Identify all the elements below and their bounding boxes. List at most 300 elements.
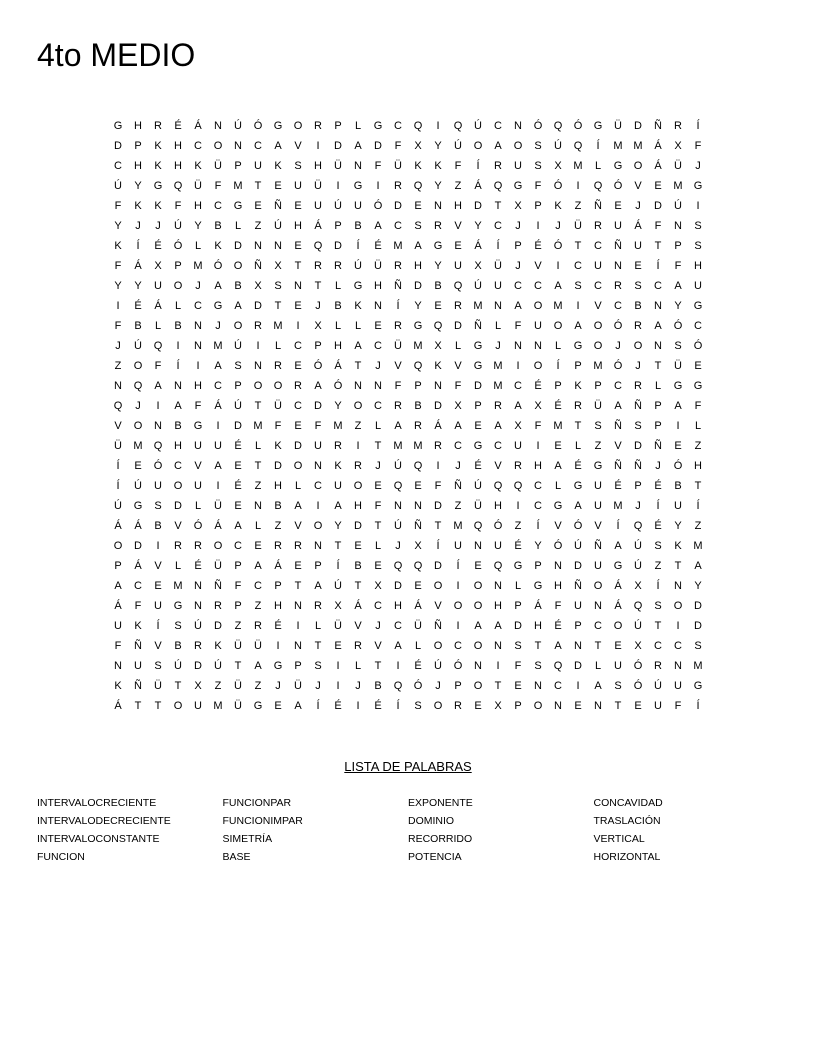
grid-letter: J [655,460,661,472]
grid-letter: M [213,700,223,712]
grid-letter: O [353,400,363,412]
grid-letter: Ú [474,480,482,492]
grid-letter: Q [413,460,423,472]
grid-letter: Ó [253,120,263,132]
grid-letter: C [314,480,322,492]
grid-letter: H [334,340,342,352]
grid-letter: Q [493,480,503,492]
grid-letter: N [674,220,682,232]
grid-letter: H [314,160,322,172]
grid-letter: Q [553,120,563,132]
grid-letter: R [434,220,442,232]
grid-letter: G [133,500,143,512]
grid-letter: S [654,600,662,612]
grid-row [108,556,708,576]
grid-letter: E [134,460,142,472]
grid-letter: P [574,620,582,632]
grid-letter: C [574,260,582,272]
grid-letter: Í [356,240,360,252]
grid-letter: O [593,340,603,352]
grid-letter: J [635,500,641,512]
grid-letter: T [494,200,502,212]
grid-letter: J [315,680,321,692]
grid-letter: Z [514,520,522,532]
grid-letter: A [674,400,682,412]
grid-letter: F [114,640,122,652]
grid-letter: N [114,660,122,672]
grid-letter: Y [474,220,482,232]
grid-letter: K [154,160,162,172]
grid-letter: R [154,120,162,132]
grid-letter: J [375,620,381,632]
grid-letter: O [473,680,483,692]
grid-letter: Y [534,540,542,552]
grid-letter: M [613,500,623,512]
word-list-item: FUNCIONPAR [222,797,292,809]
grid-letter: J [635,360,641,372]
grid-letter: N [294,600,302,612]
grid-letter: M [613,140,623,152]
grid-letter: G [533,580,543,592]
grid-letter: Í [616,520,620,532]
grid-letter: Á [214,520,222,532]
grid-letter: N [314,540,322,552]
grid-letter: V [194,460,202,472]
grid-letter: F [314,420,322,432]
grid-letter: Ó [193,520,203,532]
grid-letter: K [274,440,282,452]
grid-letter: T [254,400,262,412]
grid-letter: X [554,160,562,172]
grid-letter: Ñ [474,320,482,332]
grid-letter: I [356,440,360,452]
grid-letter: A [354,340,362,352]
grid-letter: E [234,460,242,472]
grid-letter: T [694,480,702,492]
grid-letter: N [354,380,362,392]
grid-letter: O [433,580,443,592]
grid-letter: V [634,180,642,192]
grid-letter: T [154,700,162,712]
grid-letter: R [254,320,262,332]
grid-letter: Ü [294,680,302,692]
grid-letter: L [594,160,602,172]
grid-letter: H [554,580,562,592]
grid-letter: C [374,340,382,352]
grid-letter: I [336,180,340,192]
grid-letter: F [214,180,222,192]
grid-letter: L [514,580,522,592]
grid-letter: Ñ [274,200,282,212]
grid-letter: F [654,220,662,232]
grid-letter: Z [454,500,462,512]
grid-letter: N [654,300,662,312]
grid-letter: M [413,440,423,452]
grid-letter: M [213,340,223,352]
grid-letter: J [615,340,621,352]
grid-letter: T [674,560,682,572]
grid-row [108,496,708,516]
grid-letter: R [294,540,302,552]
grid-letter: T [294,580,302,592]
grid-letter: C [494,120,502,132]
grid-letter: B [174,320,182,332]
grid-letter: B [214,220,222,232]
grid-letter: Ú [634,540,642,552]
grid-letter: I [536,440,540,452]
grid-letter: G [573,480,583,492]
grid-letter: C [534,500,542,512]
grid-letter: M [553,420,563,432]
grid-letter: U [534,320,542,332]
grid-letter: H [534,620,542,632]
grid-letter: A [454,420,462,432]
grid-letter: Ñ [414,520,422,532]
grid-letter: T [434,520,442,532]
grid-letter: J [375,460,381,472]
grid-letter: J [155,220,161,232]
grid-letter: B [134,320,142,332]
grid-letter: V [554,520,562,532]
grid-letter: F [114,320,122,332]
grid-letter: J [635,200,641,212]
grid-letter: C [494,440,502,452]
grid-letter: U [614,220,622,232]
grid-letter: V [614,440,622,452]
grid-letter: Q [633,520,643,532]
grid-letter: Á [474,180,482,192]
grid-letter: P [634,480,642,492]
grid-letter: I [576,680,580,692]
grid-letter: D [434,400,442,412]
grid-letter: O [173,480,183,492]
grid-letter: Ü [494,260,502,272]
grid-letter: Ó [633,660,643,672]
grid-letter: D [454,320,462,332]
grid-letter: Ó [613,360,623,372]
grid-letter: I [176,340,180,352]
grid-letter: Ü [314,180,322,192]
grid-letter: D [274,460,282,472]
word-list-item: VERTICAL [593,833,645,845]
grid-letter: Ú [234,120,242,132]
grid-letter: Á [614,600,622,612]
grid-letter: D [214,620,222,632]
grid-letter: C [514,380,522,392]
grid-letter: Ü [394,340,402,352]
grid-letter: D [314,400,322,412]
grid-row [108,376,708,396]
grid-letter: R [394,400,402,412]
word-list-item: DOMINIO [408,815,455,827]
grid-letter: O [453,600,463,612]
grid-letter: B [174,640,182,652]
grid-letter: M [173,580,183,592]
grid-letter: O [533,300,543,312]
grid-letter: N [394,500,402,512]
grid-letter: F [394,140,402,152]
grid-letter: Ñ [594,540,602,552]
grid-letter: N [374,300,382,312]
grid-letter: Q [413,560,423,572]
grid-letter: Á [614,580,622,592]
grid-letter: N [174,380,182,392]
grid-letter: Ñ [434,620,442,632]
grid-letter: Ú [394,460,402,472]
grid-letter: U [594,480,602,492]
grid-letter: A [214,280,222,292]
grid-letter: P [474,400,482,412]
grid-letter: L [334,280,342,292]
grid-letter: U [594,260,602,272]
grid-letter: Z [254,480,262,492]
grid-letter: I [216,420,220,432]
grid-letter: N [494,580,502,592]
grid-letter: A [414,240,422,252]
grid-letter: V [454,360,462,372]
grid-letter: Y [114,220,122,232]
grid-letter: Í [396,300,400,312]
grid-letter: O [273,380,283,392]
grid-letter: N [614,260,622,272]
grid-letter: Y [134,280,142,292]
grid-letter: C [214,200,222,212]
grid-letter: E [474,560,482,572]
grid-letter: E [654,180,662,192]
grid-letter: Q [433,320,443,332]
grid-letter: H [174,160,182,172]
grid-letter: T [234,660,242,672]
grid-letter: N [234,140,242,152]
grid-letter: D [234,420,242,432]
grid-letter: P [514,600,522,612]
grid-letter: Y [434,180,442,192]
grid-letter: E [294,200,302,212]
grid-letter: Ü [234,640,242,652]
grid-letter: É [234,440,242,452]
grid-letter: H [274,600,282,612]
grid-letter: T [334,540,342,552]
grid-letter: K [214,640,222,652]
grid-letter: K [414,160,422,172]
grid-letter: A [394,640,402,652]
grid-letter: Á [654,140,662,152]
grid-row [108,116,708,136]
grid-letter: I [156,400,160,412]
grid-letter: H [694,260,702,272]
grid-letter: R [594,220,602,232]
grid-letter: A [494,140,502,152]
grid-letter: Y [694,580,702,592]
grid-letter: Y [114,280,122,292]
grid-letter: F [434,480,442,492]
grid-letter: Á [314,220,322,232]
grid-letter: Ú [354,260,362,272]
grid-letter: E [334,640,342,652]
grid-letter: P [414,380,422,392]
grid-row [108,176,708,196]
grid-letter: P [534,560,542,572]
grid-letter: Ü [334,160,342,172]
grid-letter: F [374,500,382,512]
grid-letter: Ü [394,160,402,172]
grid-letter: Z [694,520,702,532]
grid-letter: Y [334,400,342,412]
grid-letter: I [356,700,360,712]
grid-letter: Z [454,180,462,192]
grid-letter: I [676,620,680,632]
grid-letter: P [514,240,522,252]
grid-letter: N [374,380,382,392]
grid-letter: Ü [214,160,222,172]
grid-letter: A [494,420,502,432]
grid-letter: L [554,480,562,492]
grid-letter: H [494,600,502,612]
grid-letter: K [434,160,442,172]
grid-row [108,236,708,256]
grid-letter: A [174,400,182,412]
grid-letter: C [674,640,682,652]
grid-letter: D [474,200,482,212]
grid-letter: E [294,420,302,432]
grid-letter: R [394,320,402,332]
grid-letter: H [194,380,202,392]
grid-letter: A [234,520,242,532]
grid-letter: É [334,700,342,712]
grid-letter: H [374,280,382,292]
grid-letter: U [254,160,262,172]
grid-letter: A [254,660,262,672]
grid-row [108,216,708,236]
grid-letter: B [414,400,422,412]
grid-letter: T [574,240,582,252]
grid-letter: Q [493,560,503,572]
grid-letter: K [134,200,142,212]
grid-letter: L [354,660,362,672]
grid-letter: Ü [594,400,602,412]
grid-letter: N [674,660,682,672]
grid-letter: E [354,540,362,552]
grid-letter: Ú [174,220,182,232]
grid-letter: Ú [574,540,582,552]
grid-letter: L [654,380,662,392]
grid-letter: E [294,300,302,312]
grid-letter: T [134,700,142,712]
grid-letter: P [574,360,582,372]
grid-letter: Ñ [594,200,602,212]
grid-letter: U [514,440,522,452]
grid-letter: N [434,200,442,212]
grid-letter: Ü [674,360,682,372]
grid-letter: X [334,600,342,612]
grid-letter: Y [674,520,682,532]
grid-letter: Ó [153,460,163,472]
grid-letter: G [373,120,383,132]
grid-letter: N [254,360,262,372]
grid-letter: Ó [673,320,683,332]
grid-row [108,436,708,456]
grid-letter: Ú [554,140,562,152]
grid-letter: Ó [453,660,463,672]
grid-letter: H [534,460,542,472]
grid-letter: A [494,620,502,632]
grid-letter: C [534,480,542,492]
grid-letter: I [216,480,220,492]
grid-letter: D [194,660,202,672]
grid-letter: F [554,600,562,612]
grid-letter: D [234,240,242,252]
grid-letter: M [393,240,403,252]
grid-letter: O [173,700,183,712]
grid-letter: U [154,280,162,292]
grid-row [108,256,708,276]
grid-letter: X [314,320,322,332]
grid-row [108,296,708,316]
grid-letter: G [693,300,703,312]
grid-letter: M [273,320,283,332]
grid-letter: I [116,300,120,312]
grid-letter: R [274,360,282,372]
grid-letter: L [574,440,582,452]
grid-letter: U [314,440,322,452]
grid-letter: I [696,200,700,212]
grid-letter: U [574,600,582,612]
grid-letter: E [274,180,282,192]
grid-letter: V [594,520,602,532]
grid-letter: X [634,640,642,652]
grid-letter: Q [413,360,423,372]
grid-letter: G [273,120,283,132]
grid-letter: O [253,380,263,392]
grid-letter: L [154,320,162,332]
grid-letter: O [233,320,243,332]
grid-letter: A [674,280,682,292]
grid-letter: Í [696,120,700,132]
grid-letter: I [456,620,460,632]
grid-letter: H [414,260,422,272]
grid-letter: O [293,120,303,132]
grid-letter: I [456,580,460,592]
grid-letter: X [534,400,542,412]
grid-letter: Q [573,140,583,152]
grid-letter: D [634,120,642,132]
grid-letter: Y [414,300,422,312]
grid-letter: V [154,640,162,652]
grid-letter: Ñ [634,400,642,412]
grid-letter: R [254,620,262,632]
grid-letter: N [474,540,482,552]
grid-letter: R [394,260,402,272]
grid-letter: D [474,380,482,392]
grid-letter: E [294,240,302,252]
grid-letter: R [174,540,182,552]
grid-letter: T [654,360,662,372]
grid-letter: D [654,200,662,212]
grid-letter: G [473,440,483,452]
grid-letter: Ñ [614,240,622,252]
grid-row [108,276,708,296]
grid-letter: G [473,340,483,352]
grid-row [108,616,708,636]
grid-letter: Q [113,400,123,412]
grid-letter: I [316,500,320,512]
grid-letter: F [534,180,542,192]
grid-letter: K [154,140,162,152]
grid-letter: P [514,700,522,712]
grid-letter: H [454,200,462,212]
grid-letter: I [296,320,300,332]
grid-letter: O [633,340,643,352]
